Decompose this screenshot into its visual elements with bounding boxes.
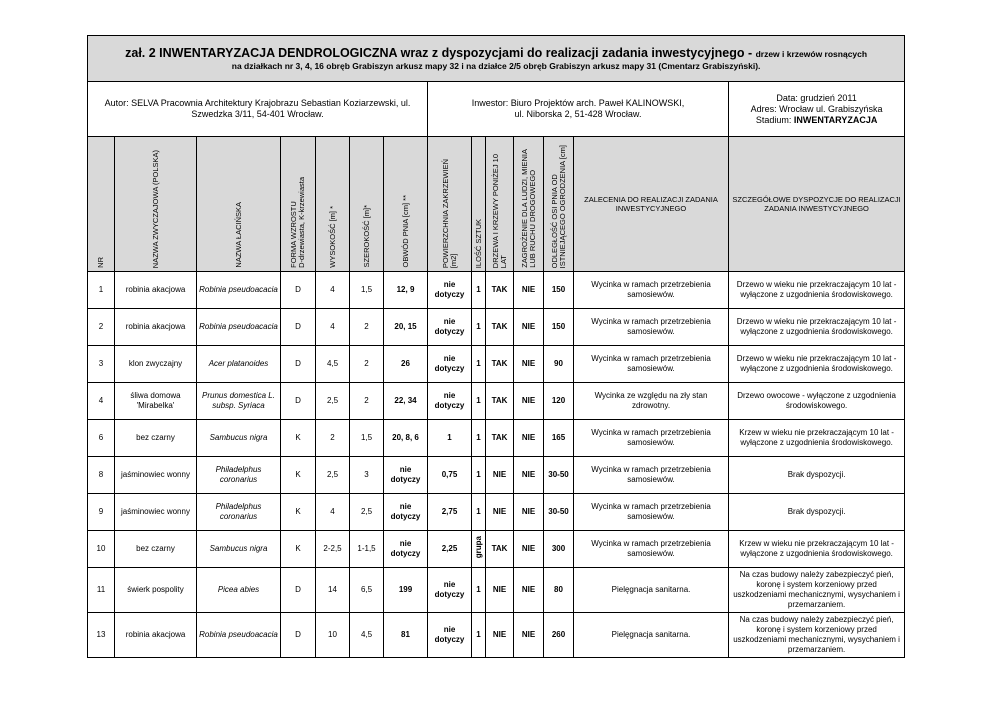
cell-girth: 20, 15 (384, 309, 428, 346)
cell-area: nie dotyczy (428, 568, 472, 613)
cell-name-pl: śliwa domowa 'Mirabelka' (115, 383, 197, 420)
cell-nr: 11 (88, 568, 115, 613)
table-row (88, 272, 905, 309)
cell-area: nie dotyczy (428, 309, 472, 346)
cell-height: 2,5 (316, 457, 350, 494)
document-title (88, 36, 905, 82)
cell-height: 4,5 (316, 346, 350, 383)
header-width: SZEROKOŚĆ [m]* (350, 137, 384, 272)
cell-threat: NIE (514, 420, 544, 457)
cell-distance: 30-50 (544, 494, 574, 531)
cell-young: NIE (486, 457, 514, 494)
cell-count: 1 (472, 568, 486, 613)
cell-nr: 8 (88, 457, 115, 494)
cell-threat: NIE (514, 613, 544, 658)
stage-label: Stadium: (755, 114, 794, 125)
cell-count: 1 (472, 383, 486, 420)
cell-height: 2 (316, 420, 350, 457)
cell-name-pl: klon zwyczajny (115, 346, 197, 383)
cell-distance: 260 (544, 613, 574, 658)
cell-width: 4,5 (350, 613, 384, 658)
cell-young: TAK (486, 309, 514, 346)
cell-distance: 165 (544, 420, 574, 457)
cell-recommendation: Pielęgnacja sanitarna. (574, 568, 729, 613)
cell-disposition: Na czas budowy należy zabezpieczyć pień, koronę i system korzeniowy przed uszkodzeniami mechanicznymi, wysychaniem i przemarzaniem. (729, 613, 905, 658)
header-distance: ODLEGŁOŚĆ OSI PNIA OD ISTNIEJĄCEGO OGRODZENIA [cm] (544, 137, 574, 272)
cell-form: D (281, 383, 316, 420)
cell-area: nie dotyczy (428, 383, 472, 420)
cell-height: 4 (316, 272, 350, 309)
cell-count: 1 (472, 613, 486, 658)
table-row (88, 383, 905, 420)
date-text: Data: grudzień 2011 (776, 92, 857, 103)
cell-height: 4 (316, 309, 350, 346)
cell-distance: 300 (544, 531, 574, 568)
cell-area: nie dotyczy (428, 272, 472, 309)
cell-name-lat: Robinia pseudoacacia (197, 309, 281, 346)
cell-young: TAK (486, 272, 514, 309)
cell-disposition: Drzewo w wieku nie przekraczającym 10 lat - wyłączone z uzgodnienia środowiskowego. (729, 309, 905, 346)
cell-nr: 4 (88, 383, 115, 420)
cell-girth: 199 (384, 568, 428, 613)
cell-girth: nie dotyczy (384, 494, 428, 531)
cell-form: D (281, 272, 316, 309)
header-name-pl: NAZWA ZWYCZAJOWA (POLSKA) (115, 137, 197, 272)
cell-disposition: Krzew w wieku nie przekraczającym 10 lat - wyłączone z uzgodnienia środowiskowego. (729, 531, 905, 568)
cell-disposition: Krzew w wieku nie przekraczającym 10 lat - wyłączone z uzgodnienia środowiskowego. (729, 420, 905, 457)
table-row (88, 568, 905, 613)
investor-line-1: Inwestor: Biuro Projektów arch. Paweł KALINOWSKI, (471, 98, 685, 108)
cell-nr: 2 (88, 309, 115, 346)
cell-area: nie dotyczy (428, 346, 472, 383)
author-cell (88, 82, 428, 137)
cell-girth: 12, 9 (384, 272, 428, 309)
cell-form: D (281, 613, 316, 658)
cell-name-pl: robinia akacjowa (115, 272, 197, 309)
cell-threat: NIE (514, 346, 544, 383)
cell-young: NIE (486, 494, 514, 531)
header-girth: OBWÓD PNIA [cm] ** (384, 137, 428, 272)
cell-area: 2,75 (428, 494, 472, 531)
cell-recommendation: Wycinka w ramach przetrzebienia samosiewów. (574, 457, 729, 494)
cell-young: TAK (486, 383, 514, 420)
cell-disposition: Drzewo w wieku nie przekraczającym 10 lat - wyłączone z uzgodnienia środowiskowego. (729, 346, 905, 383)
cell-name-lat: Robinia pseudoacacia (197, 613, 281, 658)
cell-girth: 20, 8, 6 (384, 420, 428, 457)
cell-count: 1 (472, 346, 486, 383)
date-cell (729, 82, 905, 137)
table-row (88, 309, 905, 346)
cell-count: 1 (472, 309, 486, 346)
cell-name-lat: Sambucus nigra (197, 420, 281, 457)
cell-count: 1 (472, 420, 486, 457)
cell-form: D (281, 346, 316, 383)
cell-name-pl: robinia akacjowa (115, 309, 197, 346)
cell-girth: nie dotyczy (384, 531, 428, 568)
cell-nr: 10 (88, 531, 115, 568)
cell-count: 1 (472, 272, 486, 309)
cell-nr: 6 (88, 420, 115, 457)
cell-name-lat: Prunus domestica L. subsp. Syriaca (197, 383, 281, 420)
cell-disposition: Brak dyspozycji. (729, 457, 905, 494)
cell-width: 3 (350, 457, 384, 494)
cell-threat: NIE (514, 272, 544, 309)
cell-distance: 150 (544, 272, 574, 309)
cell-recommendation: Wycinka w ramach przetrzebienia samosiewów. (574, 494, 729, 531)
cell-threat: NIE (514, 457, 544, 494)
cell-name-pl: jaśminowiec wonny (115, 494, 197, 531)
cell-disposition: Drzewo owocowe - wyłączone z uzgodnienia środowiskowego. (729, 383, 905, 420)
cell-disposition: Na czas budowy należy zabezpieczyć pień, koronę i system korzeniowy przed uszkodzeniami mechanicznymi, wysychaniem i przemarzaniem. (729, 568, 905, 613)
header-form: FORMA WZROSTU D-drzewiasta, K-krzewiasta (281, 137, 316, 272)
cell-name-lat: Sambucus nigra (197, 531, 281, 568)
cell-area: 2,25 (428, 531, 472, 568)
cell-count: grupa (472, 531, 486, 568)
cell-width: 1,5 (350, 272, 384, 309)
header-nr: NR (88, 137, 115, 272)
cell-name-pl: jaśminowiec wonny (115, 457, 197, 494)
cell-form: D (281, 309, 316, 346)
cell-distance: 90 (544, 346, 574, 383)
title-suffix: drzew i krzewów rosnących (755, 49, 868, 59)
cell-area: nie dotyczy (428, 613, 472, 658)
cell-nr: 1 (88, 272, 115, 309)
header-height: WYSOKOŚĆ [m] * (316, 137, 350, 272)
cell-name-lat: Philadelphus coronarius (197, 494, 281, 531)
cell-width: 2,5 (350, 494, 384, 531)
cell-young: NIE (486, 613, 514, 658)
cell-form: K (281, 531, 316, 568)
cell-height: 10 (316, 613, 350, 658)
cell-width: 1-1,5 (350, 531, 384, 568)
cell-recommendation: Wycinka w ramach przetrzebienia samosiewów. (574, 272, 729, 309)
cell-name-pl: świerk pospolity (115, 568, 197, 613)
author-text: Autor: SELVA Pracownia Architektury Krajobrazu Sebastian Koziarzewski, ul. Szwedzka 3/11, 54-401 Wrocław. (104, 98, 411, 119)
cell-distance: 150 (544, 309, 574, 346)
cell-young: TAK (486, 531, 514, 568)
cell-width: 2 (350, 383, 384, 420)
cell-girth: 22, 34 (384, 383, 428, 420)
header-young: DRZEWA I KRZEWY PONIŻEJ 10 LAT (486, 137, 514, 272)
cell-distance: 30-50 (544, 457, 574, 494)
cell-nr: 13 (88, 613, 115, 658)
cell-name-pl: robinia akacjowa (115, 613, 197, 658)
cell-form: K (281, 457, 316, 494)
cell-height: 2-2,5 (316, 531, 350, 568)
inventory-table (87, 35, 905, 658)
cell-name-lat: Picea abies (197, 568, 281, 613)
investor-cell (428, 82, 729, 137)
cell-name-lat: Philadelphus coronarius (197, 457, 281, 494)
header-name-lat: NAZWA ŁACIŃSKA (197, 137, 281, 272)
table-row (88, 531, 905, 568)
cell-form: D (281, 568, 316, 613)
cell-girth: 26 (384, 346, 428, 383)
table-row (88, 346, 905, 383)
cell-disposition: Brak dyspozycji. (729, 494, 905, 531)
title-subtitle: na działkach nr 3, 4, 16 obręb Grabiszyn arkusz mapy 32 i na działce 2/5 obręb Grabiszyn arkusz mapy 31 (Cmentarz Grabiszyński). (231, 61, 761, 71)
cell-young: NIE (486, 568, 514, 613)
cell-name-lat: Acer platanoides (197, 346, 281, 383)
cell-count: 1 (472, 457, 486, 494)
cell-distance: 120 (544, 383, 574, 420)
table-row (88, 494, 905, 531)
cell-distance: 80 (544, 568, 574, 613)
address-text: Adres: Wrocław ul. Grabiszyńska (750, 103, 883, 114)
table-row (88, 420, 905, 457)
cell-nr: 9 (88, 494, 115, 531)
cell-width: 6,5 (350, 568, 384, 613)
cell-threat: NIE (514, 568, 544, 613)
cell-young: TAK (486, 420, 514, 457)
cell-count: 1 (472, 494, 486, 531)
cell-name-lat: Robinia pseudoacacia (197, 272, 281, 309)
cell-recommendation: Wycinka w ramach przetrzebienia samosiewów. (574, 346, 729, 383)
cell-area: 1 (428, 420, 472, 457)
stage-value: INWENTARYZACJA (793, 114, 878, 125)
cell-recommendation: Wycinka w ramach przetrzebienia samosiewów. (574, 420, 729, 457)
cell-name-pl: bez czarny (115, 531, 197, 568)
cell-recommendation: Wycinka w ramach przetrzebienia samosiewów. (574, 531, 729, 568)
cell-recommendation: Pielęgnacja sanitarna. (574, 613, 729, 658)
cell-height: 14 (316, 568, 350, 613)
header-count: ILOŚĆ SZTUK (472, 137, 486, 272)
header-dispositions: SZCZEGÓŁOWE DYSPOZYCJE DO REALIZACJI ZADANIA INWESTYCYJNEGO (729, 137, 905, 272)
cell-height: 2,5 (316, 383, 350, 420)
header-recommendations: ZALECENIA DO REALIZACJI ZADANIA INWESTYCYJNEGO (574, 137, 729, 272)
cell-nr: 3 (88, 346, 115, 383)
cell-threat: NIE (514, 383, 544, 420)
header-threat: ZAGROŻENIE DLA LUDZI, MIENIA LUB RUCHU DROGOWEGO (514, 137, 544, 272)
table-row (88, 457, 905, 494)
cell-area: 0,75 (428, 457, 472, 494)
title-main: zał. 2 INWENTARYZACJA DENDROLOGICZNA wraz z dyspozycjami do realizacji zadania inwestycyjnego - (125, 46, 756, 60)
cell-recommendation: Wycinka w ramach przetrzebienia samosiewów. (574, 309, 729, 346)
table-row (88, 613, 905, 658)
cell-form: K (281, 494, 316, 531)
cell-threat: NIE (514, 309, 544, 346)
cell-threat: NIE (514, 494, 544, 531)
cell-width: 2 (350, 309, 384, 346)
cell-form: K (281, 420, 316, 457)
cell-name-pl: bez czarny (115, 420, 197, 457)
header-area: POWIERZCHNIA ZAKRZEWIEŃ [m2] (428, 137, 472, 272)
cell-young: TAK (486, 346, 514, 383)
investor-line-2: ul. Niborska 2, 51-428 Wrocław. (514, 109, 642, 119)
cell-girth: 81 (384, 613, 428, 658)
cell-recommendation: Wycinka ze względu na zły stan zdrowotny. (574, 383, 729, 420)
cell-width: 2 (350, 346, 384, 383)
cell-girth: nie dotyczy (384, 457, 428, 494)
cell-height: 4 (316, 494, 350, 531)
cell-disposition: Drzewo w wieku nie przekraczającym 10 lat - wyłączone z uzgodnienia środowiskowego. (729, 272, 905, 309)
cell-width: 1,5 (350, 420, 384, 457)
cell-threat: NIE (514, 531, 544, 568)
